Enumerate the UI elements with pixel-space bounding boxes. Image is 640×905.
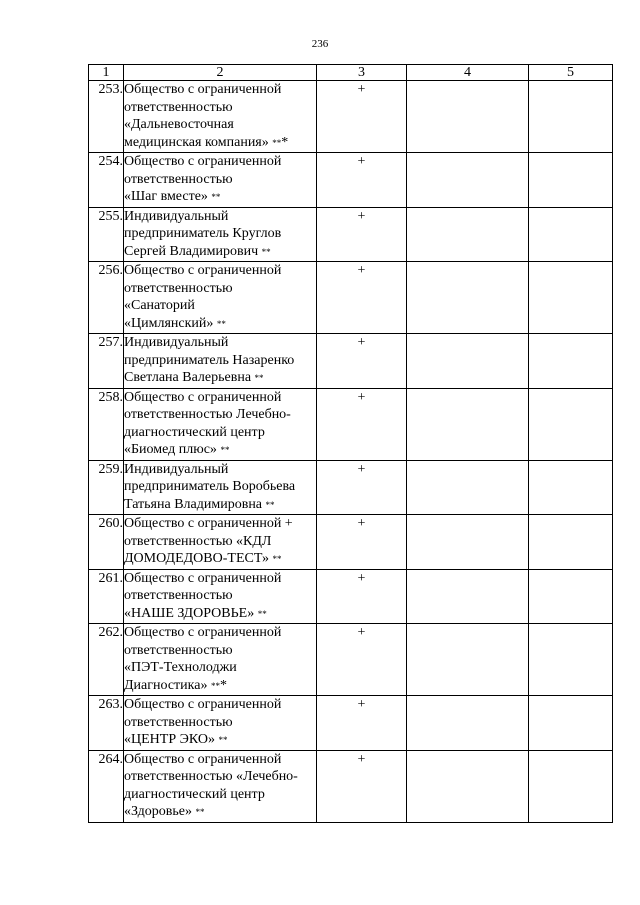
name-line: предприниматель Круглов — [124, 226, 282, 241]
plus-mark: + — [317, 515, 407, 570]
table-row — [89, 696, 613, 751]
name-line: «НАШЕ ЗДОРОВЬЕ» — [124, 605, 255, 621]
name-line: ответственностью — [124, 642, 233, 658]
empty-cell — [529, 262, 613, 334]
empty-cell — [407, 460, 529, 515]
name-line: ответственностью — [124, 588, 233, 603]
table-row — [89, 569, 613, 624]
row-number: 258. — [89, 388, 124, 460]
plus-mark: + — [317, 696, 407, 751]
name-line: Светлана Валерьевна — [124, 370, 252, 385]
empty-cell — [529, 388, 613, 460]
plus-mark: + — [317, 388, 407, 460]
footnote-marker: ** — [220, 445, 230, 455]
footnote-suffix: * — [281, 134, 289, 150]
name-line: «Биомед плюс» — [124, 442, 217, 457]
empty-cell — [407, 750, 529, 822]
name-line: медицинская компания» — [124, 134, 269, 150]
empty-cell — [529, 624, 613, 696]
name-line: Индивидуальный — [124, 461, 229, 477]
name-line: ответственностью — [124, 714, 233, 730]
column-header-4: 4 — [407, 65, 529, 81]
table-row — [89, 207, 613, 262]
registry-table — [88, 64, 613, 823]
name-line: Общество с ограниченной — [124, 154, 282, 169]
empty-cell — [407, 334, 529, 389]
footnote-marker: ** — [216, 318, 226, 329]
table-row — [89, 515, 613, 570]
name-line: Диагностика» — [124, 677, 208, 693]
name-line: ДОМОДЕДОВО-ТЕСТ» — [124, 551, 270, 566]
footnote-suffix: * — [219, 677, 227, 693]
empty-cell — [407, 569, 529, 624]
empty-cell — [529, 81, 613, 153]
plus-mark: + — [317, 569, 407, 624]
empty-cell — [407, 696, 529, 751]
table-row — [89, 81, 613, 153]
footnote-marker: ** — [265, 499, 275, 510]
empty-cell — [529, 515, 613, 570]
name-line: ответственностью — [124, 280, 233, 296]
empty-cell — [407, 624, 529, 696]
name-line: Общество с ограниченной — [124, 697, 282, 712]
organization-name — [124, 388, 317, 460]
name-line: Общество с ограниченной + — [124, 516, 293, 531]
row-number: 256. — [89, 262, 124, 334]
name-line: «Шаг вместе» — [124, 189, 208, 204]
name-line: Индивидуальный — [124, 208, 229, 224]
organization-name — [124, 569, 317, 624]
organization-name — [124, 153, 317, 208]
column-header-5: 5 — [529, 65, 613, 81]
table-row — [89, 460, 613, 515]
organization-name — [124, 334, 317, 389]
name-line: «Здоровье» — [124, 804, 192, 819]
row-number: 264. — [89, 750, 124, 822]
footnote-marker: ** — [261, 246, 271, 257]
row-number: 263. — [89, 696, 124, 751]
organization-name — [124, 696, 317, 751]
empty-cell — [529, 153, 613, 208]
empty-cell — [407, 153, 529, 208]
name-line: Общество с ограниченной — [124, 570, 282, 586]
footnote-marker: ** — [211, 192, 221, 202]
organization-name — [124, 207, 317, 262]
name-line: Общество с ограниченной — [124, 625, 282, 640]
table-body — [89, 81, 613, 823]
empty-cell — [529, 750, 613, 822]
name-line: «ПЭТ-Технолоджи — [124, 660, 237, 675]
name-line: «ЦЕНТР ЭКО» — [124, 732, 215, 747]
name-line: ответственностью — [124, 99, 233, 115]
footnote-marker: ** — [272, 554, 282, 564]
footnote-marker: ** — [210, 680, 220, 691]
row-number: 255. — [89, 207, 124, 262]
name-line: Индивидуальный — [124, 335, 229, 350]
plus-mark: + — [317, 750, 407, 822]
name-line: Сергей Владимирович — [124, 243, 259, 259]
name-line: предприниматель Назаренко — [124, 352, 295, 368]
empty-cell — [529, 334, 613, 389]
header-row — [89, 65, 613, 81]
empty-cell — [529, 207, 613, 262]
footnote-marker: ** — [257, 608, 267, 619]
row-number: 261. — [89, 569, 124, 624]
name-line: предприниматель Воробьева — [124, 479, 296, 494]
table-row — [89, 388, 613, 460]
empty-cell — [529, 460, 613, 515]
footnote-marker: ** — [254, 373, 264, 383]
organization-name — [124, 750, 317, 822]
plus-mark: + — [317, 460, 407, 515]
empty-cell — [407, 81, 529, 153]
row-number: 259. — [89, 460, 124, 515]
table-row — [89, 334, 613, 389]
name-line: Общество с ограниченной — [124, 82, 282, 97]
empty-cell — [529, 696, 613, 751]
name-line: «Санаторий — [124, 298, 195, 313]
name-line: ответственностью «КДЛ — [124, 533, 272, 549]
name-line: Общество с ограниченной — [124, 751, 282, 767]
name-line: диагностический центр — [124, 424, 265, 440]
empty-cell — [407, 262, 529, 334]
table-row — [89, 624, 613, 696]
empty-cell — [407, 515, 529, 570]
name-line: «Дальневосточная — [124, 117, 234, 132]
name-line: Общество с ограниченной — [124, 389, 282, 405]
empty-cell — [407, 207, 529, 262]
plus-mark: + — [317, 153, 407, 208]
name-line: «Цимлянский» — [124, 315, 214, 331]
organization-name — [124, 515, 317, 570]
empty-cell — [407, 388, 529, 460]
row-number: 262. — [89, 624, 124, 696]
name-line: Общество с ограниченной — [124, 263, 282, 278]
footnote-marker: ** — [272, 137, 282, 148]
name-line: ответственностью — [124, 171, 233, 187]
column-header-2: 2 — [124, 65, 317, 81]
plus-mark: + — [317, 81, 407, 153]
organization-name — [124, 81, 317, 153]
plus-mark: + — [317, 624, 407, 696]
table-row — [89, 262, 613, 334]
column-header-3: 3 — [317, 65, 407, 81]
organization-name — [124, 460, 317, 515]
plus-mark: + — [317, 334, 407, 389]
table-row — [89, 750, 613, 822]
organization-name — [124, 624, 317, 696]
row-number: 253. — [89, 81, 124, 153]
plus-mark: + — [317, 207, 407, 262]
footnote-marker: ** — [195, 807, 205, 817]
name-line: Татьяна Владимировна — [124, 496, 263, 512]
name-line: ответственностью «Лечебно- — [124, 769, 298, 784]
row-number: 257. — [89, 334, 124, 389]
row-number: 254. — [89, 153, 124, 208]
table-row — [89, 153, 613, 208]
organization-name — [124, 262, 317, 334]
plus-mark: + — [317, 262, 407, 334]
name-line: диагностический центр — [124, 786, 265, 802]
column-header-1: 1 — [89, 65, 124, 81]
page-number: 236 — [311, 38, 329, 50]
row-number: 260. — [89, 515, 124, 570]
empty-cell — [529, 569, 613, 624]
name-line: ответственностью Лечебно- — [124, 407, 291, 422]
footnote-marker: ** — [218, 735, 228, 745]
